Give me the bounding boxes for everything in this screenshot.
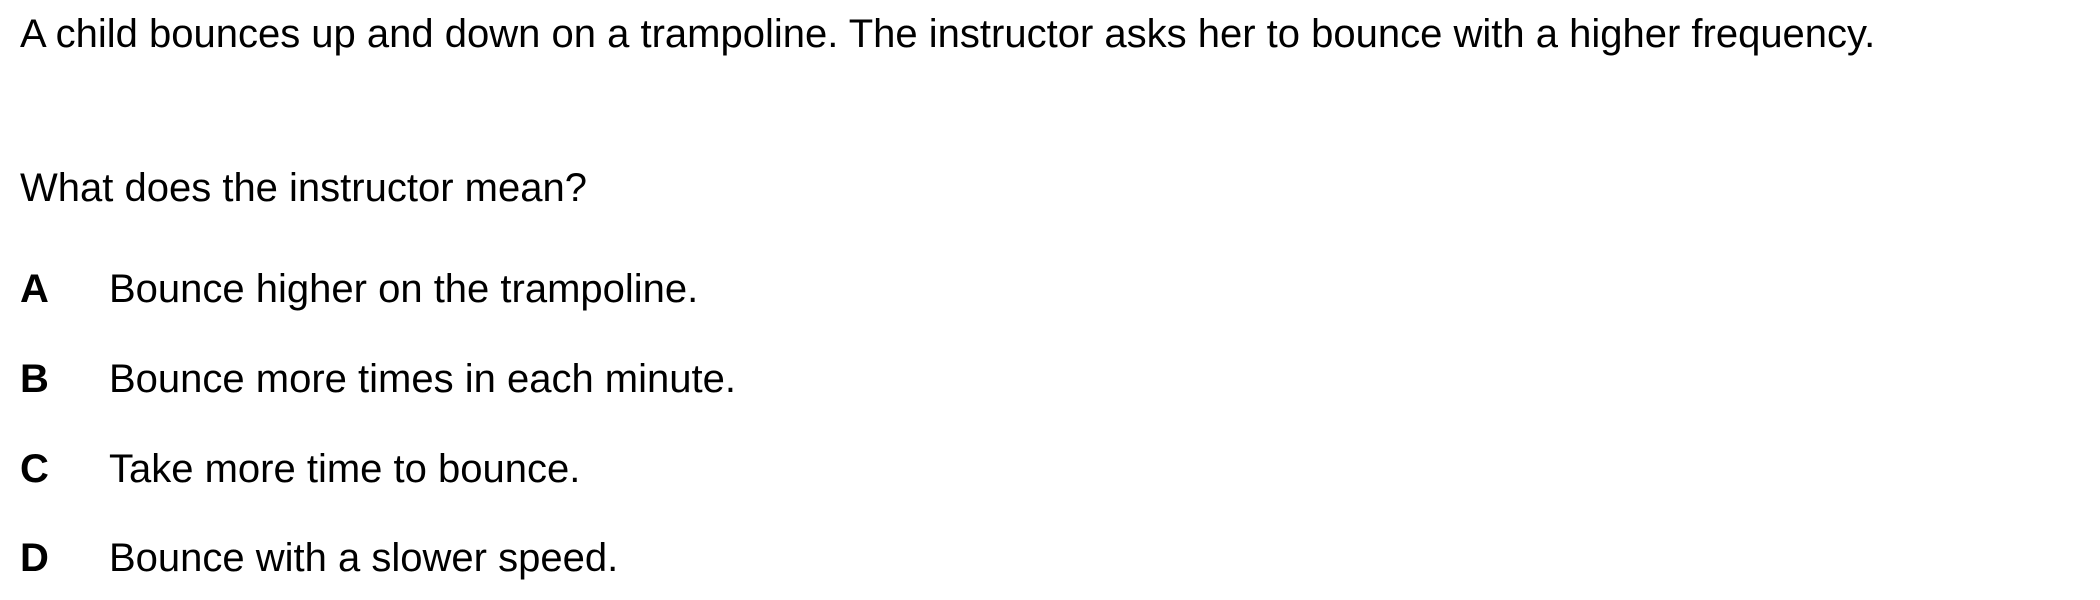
- question-prompt: What does the instructor mean?: [20, 166, 587, 210]
- question-page: [20, 0, 2080, 600]
- option-letter: A: [20, 267, 49, 311]
- option-letter: B: [20, 357, 49, 401]
- option-letter: D: [20, 536, 49, 580]
- option-text: Bounce more times in each minute.: [109, 357, 736, 401]
- option-text: Bounce with a slower speed.: [109, 536, 619, 580]
- question-stem: A child bounces up and down on a trampoline. The instructor asks her to bounce with a higher frequency.: [20, 12, 1876, 56]
- option-text: Bounce higher on the trampoline.: [109, 267, 699, 311]
- option-letter: C: [20, 447, 49, 491]
- option-text: Take more time to bounce.: [109, 447, 581, 491]
